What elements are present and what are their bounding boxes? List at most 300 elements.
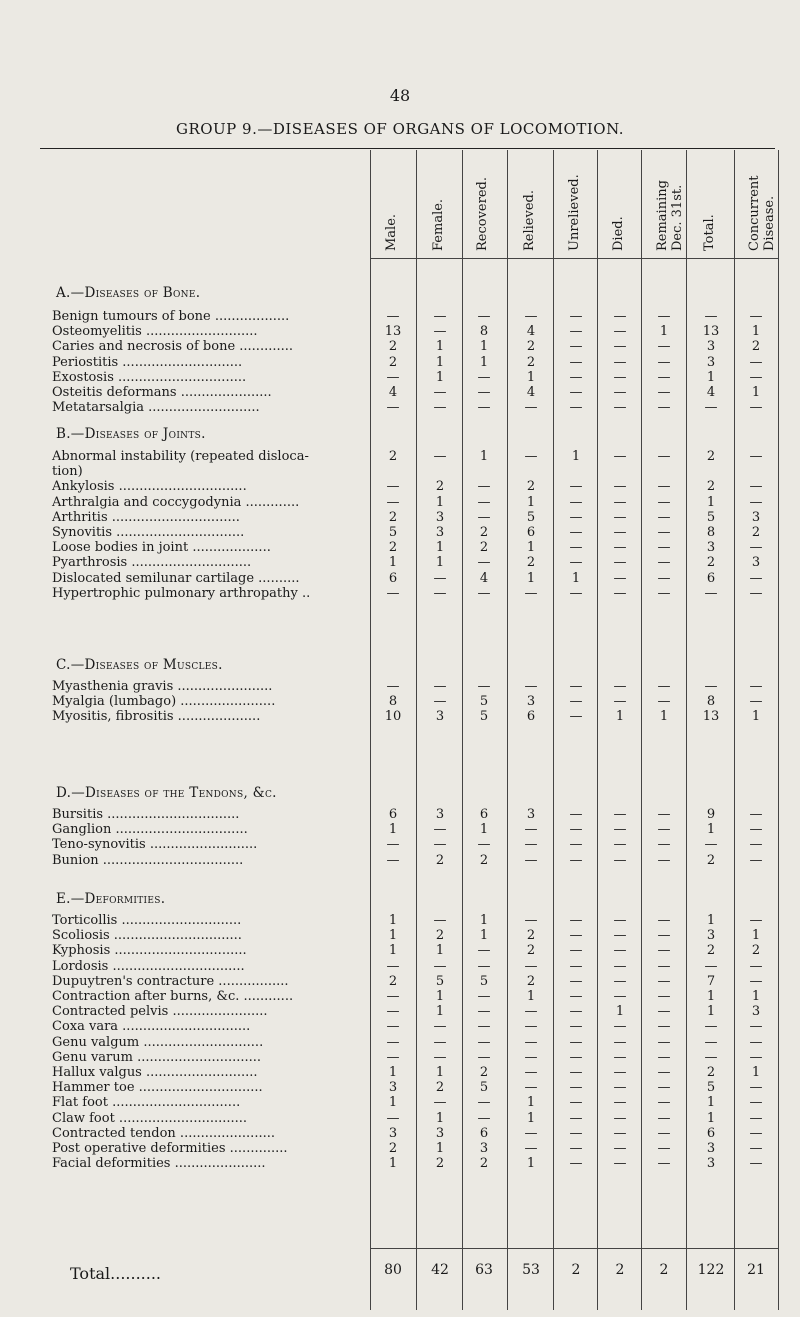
table-cell: 5 — [706, 1080, 716, 1096]
table-cell: — — [613, 1080, 627, 1096]
table-cell: 1 — [615, 1004, 625, 1020]
table-cell: — — [524, 1065, 538, 1080]
table-cell: 8 — [388, 694, 398, 710]
table-cell: — — [613, 822, 627, 838]
table-cell: — — [657, 679, 671, 694]
table-cell: — — [524, 837, 538, 853]
table-row — [52, 837, 352, 852]
table-cell: — — [749, 494, 763, 510]
table-cell: — — [613, 324, 627, 340]
table-cell: 1 — [706, 1004, 716, 1020]
table-row — [52, 525, 352, 540]
table-cell: 3 — [435, 525, 445, 540]
section-heading: C.—Diseases of Muscles. — [56, 657, 223, 673]
table-cell: 1 — [526, 1110, 536, 1126]
table-cell: 1 — [479, 822, 489, 838]
table-cell: — — [524, 679, 538, 694]
table-row — [52, 959, 352, 974]
table-cell: 4 — [388, 385, 398, 400]
table-cell: — — [569, 339, 583, 355]
table-cell: 1 — [751, 928, 761, 944]
table-cell: 1 — [526, 494, 536, 510]
total-cell: 21 — [747, 1262, 765, 1278]
column-divider — [597, 150, 598, 1310]
table-cell: — — [569, 385, 583, 400]
table-cell: — — [657, 1141, 671, 1156]
row-label: Dislocated semilunar cartilage .......... — [52, 570, 300, 586]
row-label: Torticollis ............................. — [52, 913, 242, 928]
table-cell: — — [569, 679, 583, 694]
table-cell: — — [433, 679, 447, 694]
table-cell: — — [569, 555, 583, 571]
table-cell: — — [477, 1019, 491, 1035]
table-cell: 1 — [388, 1095, 398, 1111]
table-row — [52, 853, 352, 868]
table-cell: 2 — [388, 540, 398, 556]
table-cell: — — [657, 973, 671, 989]
row-label: Ganglion ................................ — [52, 822, 248, 838]
table-cell: 5 — [435, 973, 445, 989]
row-label: Caries and necrosis of bone ............. — [52, 339, 294, 355]
table-cell: — — [657, 339, 671, 355]
table-cell: — — [386, 1110, 400, 1126]
row-label: Kyphosis ................................ — [52, 943, 247, 959]
table-cell: — — [613, 525, 627, 540]
table-cell: 3 — [526, 694, 536, 710]
table-cell: 2 — [706, 943, 716, 959]
table-cell: 2 — [706, 852, 716, 868]
table-cell: — — [749, 449, 763, 464]
table-cell: — — [657, 509, 671, 525]
table-cell: 1 — [388, 822, 398, 838]
table-cell: — — [613, 354, 627, 370]
table-cell: — — [704, 309, 718, 324]
table-cell: — — [524, 1049, 538, 1065]
table-row — [52, 495, 352, 510]
table-cell: — — [477, 585, 491, 601]
table-cell: 1 — [751, 385, 761, 400]
table-row — [52, 339, 352, 354]
row-label: Abnormal instability (repeated disloca- — [52, 449, 309, 464]
table-cell: 1 — [435, 369, 445, 385]
table-cell: — — [704, 679, 718, 694]
table-row — [52, 464, 352, 479]
table-cell: 8 — [479, 324, 489, 340]
table-cell: — — [749, 973, 763, 989]
row-label: Hallux valgus ........................... — [52, 1065, 258, 1080]
table-cell: — — [477, 1110, 491, 1126]
table-cell: 1 — [751, 1065, 761, 1080]
table-cell: — — [657, 852, 671, 868]
table-cell: 1 — [526, 1095, 536, 1111]
table-cell: 2 — [479, 1065, 489, 1080]
column-header: Remaining Dec. 31st. — [655, 180, 685, 251]
table-cell: — — [657, 540, 671, 556]
row-label: Facial deformities ...................... — [52, 1156, 266, 1172]
table-cell: — — [613, 1034, 627, 1050]
table-cell: — — [613, 570, 627, 586]
table-cell: — — [613, 400, 627, 416]
table-cell: — — [569, 973, 583, 989]
table-cell: — — [657, 1110, 671, 1126]
table-cell: — — [657, 1125, 671, 1141]
total-cell: 80 — [384, 1262, 402, 1278]
table-cell: 2 — [751, 525, 761, 540]
table-cell: 1 — [479, 354, 489, 370]
table-cell: 6 — [526, 709, 536, 725]
table-cell: 1 — [526, 369, 536, 385]
table-cell: 1 — [388, 1156, 398, 1172]
row-label: Osteomyelitis ........................... — [52, 324, 258, 340]
table-cell: — — [569, 1049, 583, 1065]
table-cell: 1 — [388, 928, 398, 944]
table-cell: — — [613, 385, 627, 400]
table-row — [52, 479, 352, 494]
table-cell: — — [613, 807, 627, 822]
table-row — [52, 822, 352, 837]
column-divider — [553, 150, 554, 1310]
row-label: Bursitis ................................ — [52, 807, 240, 822]
table-row — [52, 1065, 352, 1080]
table-cell: — — [613, 1110, 627, 1126]
table-cell: — — [749, 1125, 763, 1141]
table-cell: — — [386, 837, 400, 853]
table-cell: 5 — [388, 525, 398, 540]
table-row — [52, 1126, 352, 1141]
table-cell: — — [433, 837, 447, 853]
table-cell: 8 — [706, 694, 716, 710]
row-label: Exostosis ............................... — [52, 369, 247, 385]
table-cell: 1 — [388, 913, 398, 928]
table-cell: 2 — [706, 1065, 716, 1080]
table-cell: — — [749, 1034, 763, 1050]
table-cell: 2 — [526, 555, 536, 571]
table-cell: — — [477, 1095, 491, 1111]
table-cell: — — [749, 400, 763, 416]
table-cell: — — [569, 1110, 583, 1126]
table-cell: — — [386, 852, 400, 868]
table-cell: 1 — [479, 913, 489, 928]
section-heading: B.—Diseases of Joints. — [56, 426, 206, 442]
table-cell: 3 — [751, 509, 761, 525]
row-label: Post operative deformities .............. — [52, 1141, 288, 1156]
table-cell: — — [569, 479, 583, 495]
table-cell: — — [657, 525, 671, 540]
row-label: Flat foot ............................... — [52, 1095, 241, 1111]
table-cell: 3 — [751, 1004, 761, 1020]
table-cell: — — [613, 1141, 627, 1156]
table-cell: — — [386, 989, 400, 1004]
table-cell: — — [657, 807, 671, 822]
table-cell: — — [704, 1019, 718, 1035]
table-cell: — — [613, 694, 627, 710]
table-cell: — — [477, 509, 491, 525]
table-cell: — — [569, 943, 583, 959]
table-cell: — — [749, 1080, 763, 1096]
column-divider — [416, 150, 417, 1310]
row-label: Contracted tendon ....................... — [52, 1125, 275, 1141]
table-row — [52, 586, 352, 601]
row-label: Hammer toe .............................. — [52, 1080, 263, 1096]
row-label: Ankylosis ............................... — [52, 479, 247, 495]
table-cell: — — [613, 1049, 627, 1065]
table-cell: — — [569, 1004, 583, 1020]
table-cell: — — [657, 354, 671, 370]
table-cell: — — [749, 694, 763, 710]
table-cell: — — [749, 354, 763, 370]
table-row — [52, 1156, 352, 1171]
table-cell: — — [433, 913, 447, 928]
header-rule — [370, 258, 778, 259]
table-cell: 5 — [706, 509, 716, 525]
table-cell: 2 — [479, 540, 489, 556]
table-cell: — — [524, 1141, 538, 1156]
row-label: Loose bodies in joint ................... — [52, 540, 271, 556]
table-cell: 1 — [435, 540, 445, 556]
table-cell: — — [524, 852, 538, 868]
table-cell: 1 — [571, 449, 581, 464]
table-cell: 2 — [479, 1156, 489, 1172]
table-cell: 3 — [435, 509, 445, 525]
table-cell: — — [386, 494, 400, 510]
table-cell: — — [613, 369, 627, 385]
table-cell: 1 — [526, 570, 536, 586]
table-row — [52, 679, 352, 694]
table-cell: 3 — [706, 928, 716, 944]
table-cell: 8 — [706, 525, 716, 540]
table-cell: — — [657, 1049, 671, 1065]
table-cell: 3 — [706, 354, 716, 370]
table-cell: — — [524, 1034, 538, 1050]
total-cell: 42 — [431, 1262, 449, 1278]
table-cell: 1 — [435, 1110, 445, 1126]
table-cell: — — [613, 852, 627, 868]
table-cell: 10 — [384, 709, 402, 725]
table-cell: — — [749, 852, 763, 868]
table-row — [52, 943, 352, 958]
table-cell: — — [657, 570, 671, 586]
table-cell: — — [613, 585, 627, 601]
row-label: Contraction after burns, &c. ............ — [52, 989, 294, 1004]
section-heading: E.—Deformities. — [56, 891, 166, 907]
table-cell: — — [749, 1019, 763, 1035]
table-cell: — — [704, 958, 718, 974]
total-cell: 63 — [475, 1262, 493, 1278]
table-cell: 3 — [435, 807, 445, 822]
table-cell: — — [704, 1034, 718, 1050]
table-cell: — — [569, 822, 583, 838]
row-label: Lordosis ................................ — [52, 958, 245, 974]
table-cell: 1 — [751, 989, 761, 1004]
row-label: Pyarthrosis ............................. — [52, 555, 252, 571]
total-cell: 2 — [615, 1262, 625, 1278]
table-cell: 6 — [526, 525, 536, 540]
section-heading: A.—Diseases of Bone. — [56, 285, 201, 301]
table-cell: — — [524, 1019, 538, 1035]
table-cell: — — [569, 400, 583, 416]
table-cell: — — [433, 385, 447, 400]
table-cell: — — [433, 694, 447, 710]
table-row — [52, 540, 352, 555]
table-cell: — — [657, 913, 671, 928]
table-cell: 3 — [388, 1125, 398, 1141]
table-cell: — — [613, 1125, 627, 1141]
column-divider — [778, 150, 779, 1310]
table-cell: — — [433, 1095, 447, 1111]
table-cell: 3 — [751, 555, 761, 571]
table-row — [52, 385, 352, 400]
table-cell: — — [613, 494, 627, 510]
table-cell: 6 — [479, 807, 489, 822]
table-cell: — — [749, 570, 763, 586]
table-cell: — — [704, 1049, 718, 1065]
table-cell: 1 — [706, 1095, 716, 1111]
table-cell: — — [569, 1156, 583, 1172]
table-row — [52, 324, 352, 339]
table-row — [52, 807, 352, 822]
page-title: GROUP 9.—DISEASES OF ORGANS OF LOCOMOTION. — [175, 120, 625, 138]
table-cell: — — [613, 958, 627, 974]
table-cell: — — [569, 369, 583, 385]
table-cell: 2 — [706, 555, 716, 571]
table-cell: 1 — [526, 989, 536, 1004]
table-row — [52, 1004, 352, 1019]
table-cell: 1 — [479, 928, 489, 944]
total-cell: 53 — [522, 1262, 540, 1278]
table-cell: 1 — [479, 339, 489, 355]
table-cell: 2 — [526, 354, 536, 370]
table-cell: 4 — [526, 385, 536, 400]
table-cell: 2 — [435, 852, 445, 868]
table-cell: — — [657, 822, 671, 838]
table-row — [52, 928, 352, 943]
table-cell: 1 — [435, 1004, 445, 1020]
table-cell: 6 — [706, 1125, 716, 1141]
table-cell: 3 — [706, 1156, 716, 1172]
table-cell: — — [569, 509, 583, 525]
table-cell: — — [569, 309, 583, 324]
table-cell: 1 — [435, 555, 445, 571]
table-cell: — — [569, 1034, 583, 1050]
table-cell: 1 — [479, 449, 489, 464]
table-cell: — — [704, 400, 718, 416]
table-cell: 3 — [479, 1141, 489, 1156]
table-cell: — — [613, 449, 627, 464]
table-cell: 2 — [706, 449, 716, 464]
total-cell: 122 — [697, 1262, 725, 1278]
table-cell: — — [569, 852, 583, 868]
table-cell: 2 — [388, 339, 398, 355]
column-header: Unrelieved. — [567, 174, 582, 251]
table-cell: — — [477, 385, 491, 400]
row-label: Genu varum .............................. — [52, 1049, 262, 1065]
table-cell: — — [477, 369, 491, 385]
table-cell: — — [524, 585, 538, 601]
table-cell: — — [569, 1019, 583, 1035]
row-label: Synovitis ............................... — [52, 525, 245, 540]
table-cell: — — [524, 309, 538, 324]
column-divider — [462, 150, 463, 1310]
table-cell: — — [569, 837, 583, 853]
table-cell: — — [386, 479, 400, 495]
column-header: Died. — [611, 216, 626, 251]
table-row — [52, 355, 352, 370]
table-cell: — — [749, 837, 763, 853]
table-cell: — — [477, 309, 491, 324]
table-cell: — — [569, 494, 583, 510]
table-cell: 3 — [388, 1080, 398, 1096]
column-divider — [686, 150, 687, 1310]
row-label: Teno-synovitis .......................... — [52, 837, 258, 853]
table-cell: — — [613, 339, 627, 355]
table-cell: — — [477, 1004, 491, 1020]
table-row — [52, 989, 352, 1004]
table-cell: — — [569, 540, 583, 556]
table-cell: — — [657, 694, 671, 710]
table-cell: — — [704, 585, 718, 601]
table-cell: — — [477, 943, 491, 959]
table-cell: — — [433, 822, 447, 838]
table-cell: — — [433, 570, 447, 586]
column-header: Male. — [384, 213, 399, 251]
table-cell: 5 — [479, 973, 489, 989]
row-label: Periostitis ............................. — [52, 354, 243, 370]
table-cell: 2 — [706, 479, 716, 495]
table-cell: 5 — [479, 709, 489, 725]
table-cell: — — [433, 1049, 447, 1065]
table-cell: — — [613, 837, 627, 853]
table-cell: — — [657, 1065, 671, 1080]
row-label: Metatarsalgia ........................... — [52, 400, 260, 416]
table-cell: — — [657, 479, 671, 495]
table-cell: 2 — [526, 479, 536, 495]
column-header: Total. — [702, 214, 717, 251]
table-row — [52, 571, 352, 586]
column-header: Recovered. — [475, 177, 490, 251]
table-cell: — — [386, 309, 400, 324]
table-cell: — — [657, 449, 671, 464]
table-cell: — — [386, 958, 400, 974]
table-cell: — — [749, 585, 763, 601]
column-divider — [507, 150, 508, 1310]
table-cell: — — [524, 1004, 538, 1020]
table-cell: — — [433, 958, 447, 974]
table-cell: 2 — [435, 1156, 445, 1172]
table-cell: — — [524, 913, 538, 928]
table-cell: — — [749, 1049, 763, 1065]
table-cell: — — [749, 958, 763, 974]
total-cell: 2 — [571, 1262, 581, 1278]
table-cell: — — [433, 1019, 447, 1035]
table-cell: — — [386, 1019, 400, 1035]
table-cell: — — [613, 555, 627, 571]
table-cell: 1 — [751, 709, 761, 725]
table-cell: — — [657, 1019, 671, 1035]
table-cell: 3 — [706, 339, 716, 355]
table-row — [52, 370, 352, 385]
table-cell: — — [613, 1095, 627, 1111]
table-cell: 1 — [388, 555, 398, 571]
table-cell: — — [613, 479, 627, 495]
table-row — [52, 1050, 352, 1065]
table-row — [52, 1141, 352, 1156]
table-cell: — — [477, 989, 491, 1004]
column-divider — [370, 150, 371, 1310]
table-cell: — — [657, 400, 671, 416]
table-cell: — — [386, 369, 400, 385]
table-cell: — — [569, 324, 583, 340]
table-cell: — — [477, 1034, 491, 1050]
